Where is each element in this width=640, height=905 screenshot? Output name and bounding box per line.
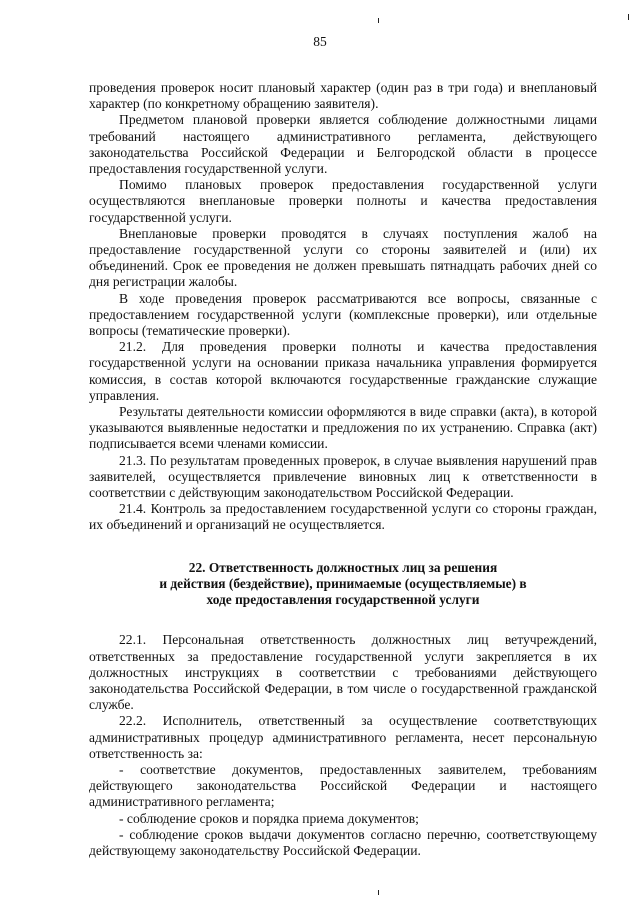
page-number: 85	[313, 34, 327, 49]
paragraph: 22.1. Персональная ответственность должностных лиц ветучреждений, ответственных за предоставление государственной услуги закрепляется в их должностных инструкциях в соответствии с требованиями действующего законодательства Российской Федерации, в том числе о государственной гражданской службе.	[89, 632, 597, 713]
section-heading-line: 22. Ответственность должностных лиц за решения	[188, 559, 498, 575]
scan-mark-top	[378, 18, 379, 23]
paragraph: 21.4. Контроль за предоставлением государственной услуги со стороны граждан, их объединений и организаций не осуществляется.	[89, 501, 597, 533]
section-heading-line: ходе предоставления государственной услуги	[206, 592, 480, 608]
paragraph: 21.3. По результатам проведенных проверок, в случае выявления нарушений прав заявителей, осуществляется привлечение виновных лиц к ответственности в соответствии с действующим законодательством Российской Федерации.	[89, 452, 597, 501]
paragraph: Внеплановые проверки проводятся в случаях поступления жалоб на предоставление государственной услуги со стороны заявителей и (или) их объединений. Срок ее проведения не должен превышать пятнадцать рабочих дней со дня регистрации жалобы.	[89, 225, 597, 290]
section-heading-line: и действия (бездействие), принимаемые (осуществляемые) в	[159, 575, 527, 591]
scan-mark-bottom	[378, 890, 379, 895]
paragraph: проведения проверок носит плановый характер (один раз в три года) и внеплановый характер (по конкретному обращению заявителя).	[89, 80, 597, 112]
list-item: - соблюдение сроков и порядка приема документов;	[119, 810, 419, 826]
paragraph: Предметом плановой проверки является соблюдение должностными лицами требований настоящего административного регламента, действующего законодательства Российской Федерации и Белгородской области в процессе предоставления государственной услуги.	[89, 112, 597, 177]
paragraph: 22.2. Исполнитель, ответственный за осуществление соответствующих административных процедур административного регламента, несет персональную ответственность за:	[89, 713, 597, 761]
document-body	[89, 80, 597, 859]
paragraph: Результаты деятельности комиссии оформляются в виде справки (акта), в которой указываются выявленные недостатки и предложения по их устранению. Справка (акт) подписывается всеми членами комиссии.	[89, 404, 597, 452]
paragraph: 21.2. Для проведения проверки полноты и качества предоставления государственной услуги на основании приказа начальника управления формируется комиссия, в состав которой включаются государственные гражданские служащие управления.	[89, 339, 597, 403]
list-item: - соблюдение сроков выдачи документов согласно перечню, соответствующему действующему законодательству Российской Федерации.	[89, 826, 597, 858]
section-heading	[89, 560, 597, 609]
list-item: - соответствие документов, предоставленных заявителем, требованиям действующего законодательства Российской Федерации и настоящего административного регламента;	[89, 761, 597, 810]
paragraph: Помимо плановых проверок предоставления государственной услуги осуществляются внеплановые проверки полноты и качества предоставления государственной услуги.	[89, 177, 597, 225]
scan-mark-right	[628, 14, 629, 20]
paragraph: В ходе проведения проверок рассматриваются все вопросы, связанные с предоставлением государственной услуги (комплексные проверки), или отдельные вопросы (тематические проверки).	[89, 290, 597, 339]
